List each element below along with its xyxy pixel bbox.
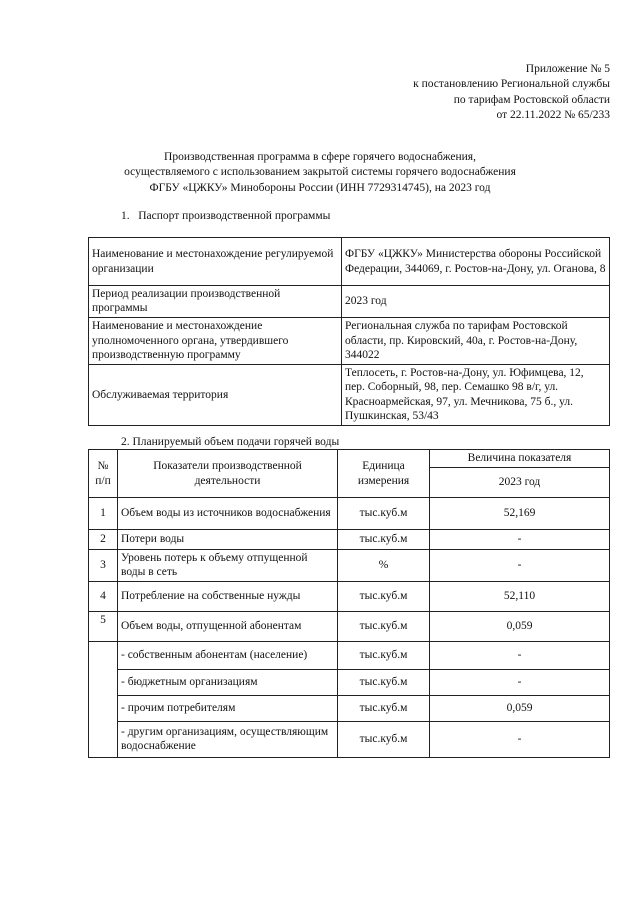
table-row [89, 695, 610, 721]
title-line: Производственная программа в сфере горячего водоснабжения, [164, 151, 476, 163]
header-year: 2023 год [430, 468, 610, 498]
appendix-block [413, 62, 610, 123]
passport-table [88, 237, 610, 426]
row-value: 52,169 [430, 498, 610, 530]
header-indicator: Показатели производственной деятельности [118, 450, 338, 498]
row-num: 4 [89, 581, 118, 611]
table-row [89, 611, 610, 641]
passport-value: 2023 год [342, 286, 610, 318]
passport-value: Теплосеть, г. Ростов-на-Дону, ул. Юфимцева, 12, пер. Соборный, 98, пер. Семашко 98 в/г, ул. Красноармейская, 97, ул. Мечникова, 75 б., ул. Пушкинская, 53/43 [342, 364, 610, 425]
table-row [89, 581, 610, 611]
row-indicator: Объем воды из источников водоснабжения [118, 498, 338, 530]
row-value: 52,110 [430, 581, 610, 611]
section-1-heading [121, 209, 330, 223]
document-title [0, 150, 640, 196]
row-num: 3 [89, 550, 118, 582]
passport-label: Наименование и местонахождение уполномоченного органа, утвердившего производственную программу [89, 317, 342, 364]
row-unit: % [338, 550, 430, 582]
row-unit: тыс.куб.м [338, 498, 430, 530]
row-indicator: Уровень потерь к объему отпущенной воды в сеть [118, 550, 338, 582]
passport-value: ФГБУ «ЦЖКУ» Министерства обороны Российской Федерации, 344069, г. Ростов-на-Дону, ул. Оганова, 8 [342, 238, 610, 286]
row-unit: тыс.куб.м [338, 530, 430, 550]
table-header-row [89, 450, 610, 468]
subrow-unit: тыс.куб.м [338, 695, 430, 721]
passport-label: Наименование и местонахождение регулируемой организации [89, 238, 342, 286]
volume-table [88, 449, 610, 758]
subrow-value: - [430, 641, 610, 669]
subrow-value: 0,059 [430, 695, 610, 721]
subrow-unit: тыс.куб.м [338, 641, 430, 669]
row-indicator: Потребление на собственные нужды [118, 581, 338, 611]
subrow-indicator: - бюджетным организациям [118, 669, 338, 695]
row-num: 1 [89, 498, 118, 530]
row-unit: тыс.куб.м [338, 611, 430, 641]
row-value: 0,059 [430, 611, 610, 641]
row-num: 2 [89, 530, 118, 550]
section-1-number: 1. [121, 210, 130, 222]
title-line: ФГБУ «ЦЖКУ» Минобороны России (ИНН 7729314745), на 2023 год [149, 181, 491, 194]
row-num: 5 [89, 611, 118, 641]
passport-value: Региональная служба по тарифам Ростовской области, пр. Кировский, 40а, г. Ростов-на-Дону, 344022 [342, 317, 610, 364]
row-unit: тыс.куб.м [338, 581, 430, 611]
section-2-heading: 2. Планируемый объем подачи горячей воды [121, 436, 340, 448]
subrow-value: - [430, 721, 610, 757]
table-row [89, 550, 610, 582]
passport-label: Период реализации производственной программы [89, 286, 342, 318]
table-row [89, 317, 610, 364]
table-row [89, 286, 610, 318]
appendix-line: к постановлению Региональной службы [413, 78, 610, 91]
subrow-indicator: - собственным абонентам (население) [118, 641, 338, 669]
table-row [89, 530, 610, 550]
table-row [89, 669, 610, 695]
title-line: осуществляемого с использованием закрытой системы горячего водоснабжения [124, 166, 516, 179]
table-row [89, 364, 610, 425]
subrow-indicator: - прочим потребителям [118, 695, 338, 721]
table-row [89, 721, 610, 757]
subrow-num-empty [89, 641, 118, 757]
table-row [89, 641, 610, 669]
passport-label: Обслуживаемая территория [89, 364, 342, 425]
row-indicator: Объем воды, отпущенной абонентам [118, 611, 338, 641]
row-indicator: Потери воды [118, 530, 338, 550]
row-value: - [430, 530, 610, 550]
table-row [89, 498, 610, 530]
subrow-indicator: - другим организациям, осуществляющим водоснабжение [118, 721, 338, 757]
appendix-line: по тарифам Ростовской области [453, 93, 610, 106]
subrow-unit: тыс.куб.м [338, 721, 430, 757]
row-value: - [430, 550, 610, 582]
table-row [89, 238, 610, 286]
appendix-line: от 22.11.2022 № 65/233 [496, 108, 610, 121]
subrow-value: - [430, 669, 610, 695]
header-value-group: Величина показателя [430, 450, 610, 468]
section-1-title: Паспорт производственной программы [138, 210, 331, 222]
header-unit: Единица измерения [338, 450, 430, 498]
header-num: № п/п [89, 450, 118, 498]
appendix-line: Приложение № 5 [525, 63, 610, 75]
subrow-unit: тыс.куб.м [338, 669, 430, 695]
